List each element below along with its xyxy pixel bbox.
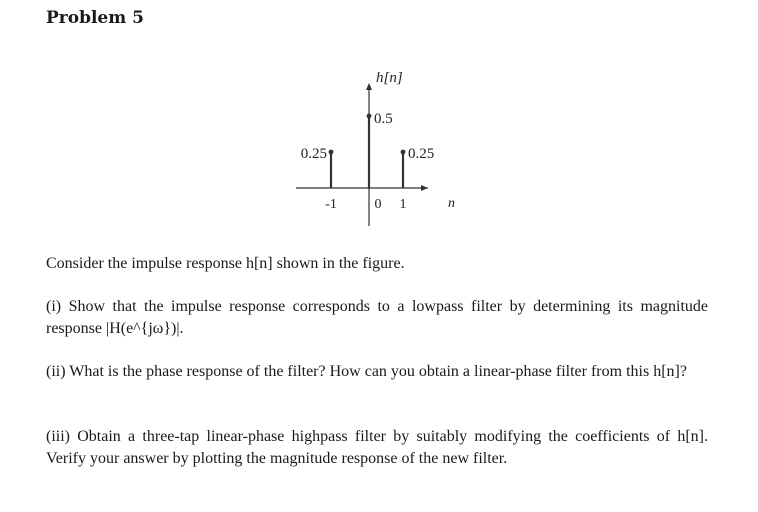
intro-paragraph: Consider the impulse response h[n] shown in the figure. xyxy=(46,255,405,272)
stem-n-minus1-tip xyxy=(329,150,334,155)
tick-label-minus1: -1 xyxy=(325,197,337,212)
x-axis-arrow xyxy=(421,185,428,191)
stem-label-n0: 0.5 xyxy=(374,111,393,127)
tick-label-0: 0 xyxy=(374,197,382,212)
part-i-paragraph: (i) Show that the impulse response corresponds to a lowpass filter by determining its magnitude response |H(e^{jω})|. xyxy=(46,298,708,337)
x-axis-label: n xyxy=(448,196,455,211)
tick-label-1: 1 xyxy=(399,197,407,212)
stem-label-n1: 0.25 xyxy=(408,146,435,162)
stem-n-0-tip xyxy=(367,114,372,119)
y-axis-arrow xyxy=(366,83,372,90)
stem-label-n-minus1: 0.25 xyxy=(300,146,327,162)
stem-n-1-tip xyxy=(401,150,406,155)
y-axis-label: h[n] xyxy=(376,70,403,86)
problem-heading: Problem 5 xyxy=(46,8,144,28)
impulse-response-figure xyxy=(0,0,758,250)
part-ii-paragraph: (ii) What is the phase response of the filter? How can you obtain a linear-phase filter from this h[n]? xyxy=(46,363,687,380)
part-iii-paragraph: (iii) Obtain a three-tap linear-phase highpass filter by suitably modifying the coefficients of h[n]. Verify your answer by plotting the magnitude response of the new filter. xyxy=(46,428,708,467)
